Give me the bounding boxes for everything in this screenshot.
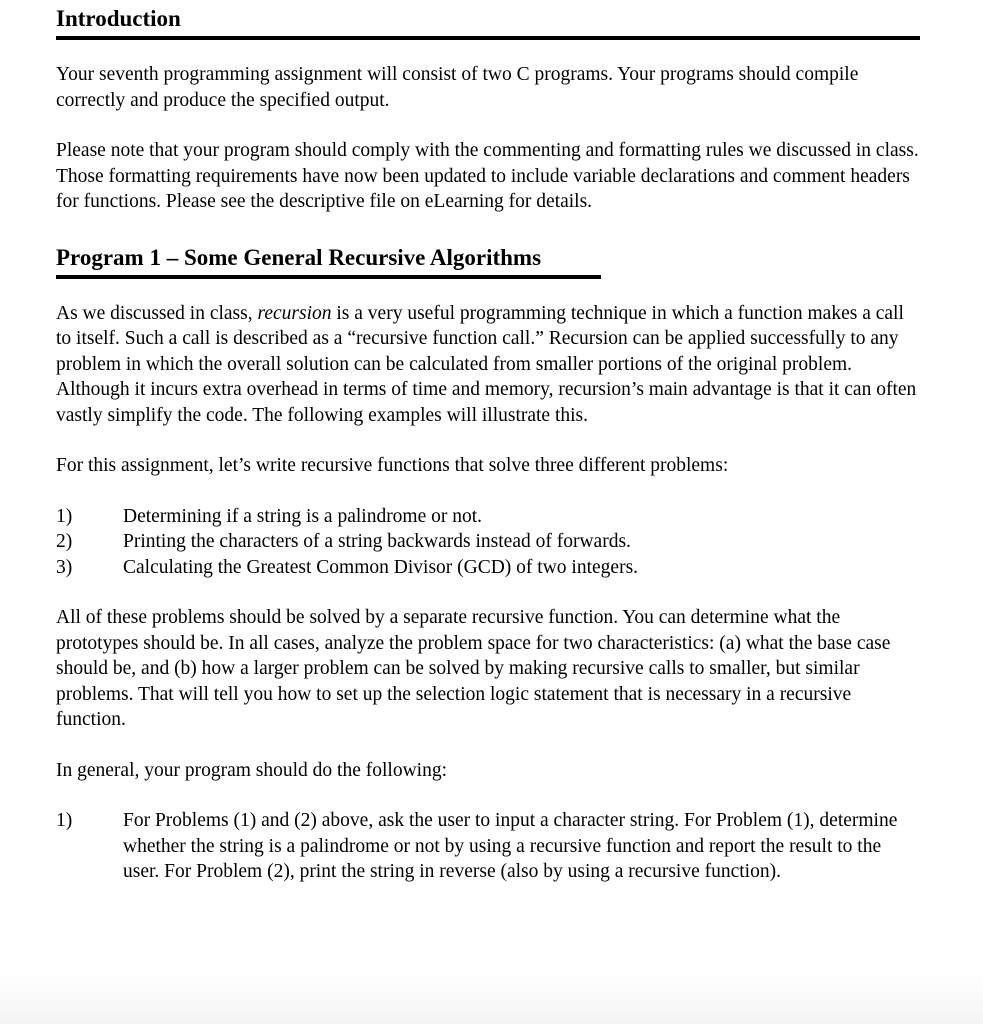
intro-paragraph-1: Your seventh programming assignment will consist of two C programs. Your programs should compile correctly and produce the specified output. <box>56 64 859 111</box>
list-item <box>56 808 920 885</box>
list-number: 1) <box>56 810 73 831</box>
list-text: For Problems (1) and (2) above, ask the user to input a character string. For Problem (1), determine whether the string is a palindrome or not by using a recursive function and report the result to the user. For Problem (2), print the string in reverse (also by using a recursive function). <box>123 810 898 882</box>
program1-paragraph-2: For this assignment, let’s write recursive functions that solve three different problems: <box>56 455 729 476</box>
page-bottom-shadow <box>0 974 983 1024</box>
program1-paragraph-4: In general, your program should do the following: <box>56 759 447 781</box>
list-item <box>56 504 920 530</box>
section-heading-introduction: Introduction <box>56 0 920 40</box>
list-item <box>56 555 920 581</box>
program1-paragraph-1: As we discussed in class, recursion is a very useful programming technique in which a function makes a call to itself. Such a call is described as a “recursive function call.” Recursion can be applied successfully to any problem in which the overall solution can be calculated from smaller portions of the original problem. Although it incurs extra overhead in terms of time and memory, recursion’s main advantage is that it can often vastly simplify the code. The following examples will illustrate this. <box>56 302 917 426</box>
list-item <box>56 529 920 555</box>
list-number: 1) <box>56 505 73 527</box>
list-number: 2) <box>56 531 73 552</box>
problems-list <box>56 504 920 581</box>
list-number: 3) <box>56 556 73 578</box>
list-text: Printing the characters of a string backwards instead of forwards. <box>123 531 631 552</box>
list-text: Determining if a string is a palindrome or not. <box>123 505 483 527</box>
emphasis-recursion: recursion <box>257 302 332 324</box>
program1-paragraph-3: All of these problems should be solved by a separate recursive function. You can determine what the prototypes should be. In all cases, analyze the problem space for two characteristics: (a) what the base case should be, and (b) how a larger problem can be solved by making recursive calls to smaller, but similar problems. That will tell you how to set up the selection logic statement that is necessary in a recursive function. <box>56 607 891 730</box>
section-heading-program-1: Program 1 – Some General Recursive Algorithms <box>56 239 601 279</box>
intro-paragraph-2: Please note that your program should comply with the commenting and formatting rules we discussed in class. Those formatting requirements have now been updated to include variable declarations and comment headers for functions. Please see the descriptive file on eLearning for details. <box>56 140 919 212</box>
steps-list <box>56 808 920 885</box>
document-page <box>56 0 920 885</box>
list-text: Calculating the Greatest Common Divisor (GCD) of two integers. <box>123 556 639 578</box>
